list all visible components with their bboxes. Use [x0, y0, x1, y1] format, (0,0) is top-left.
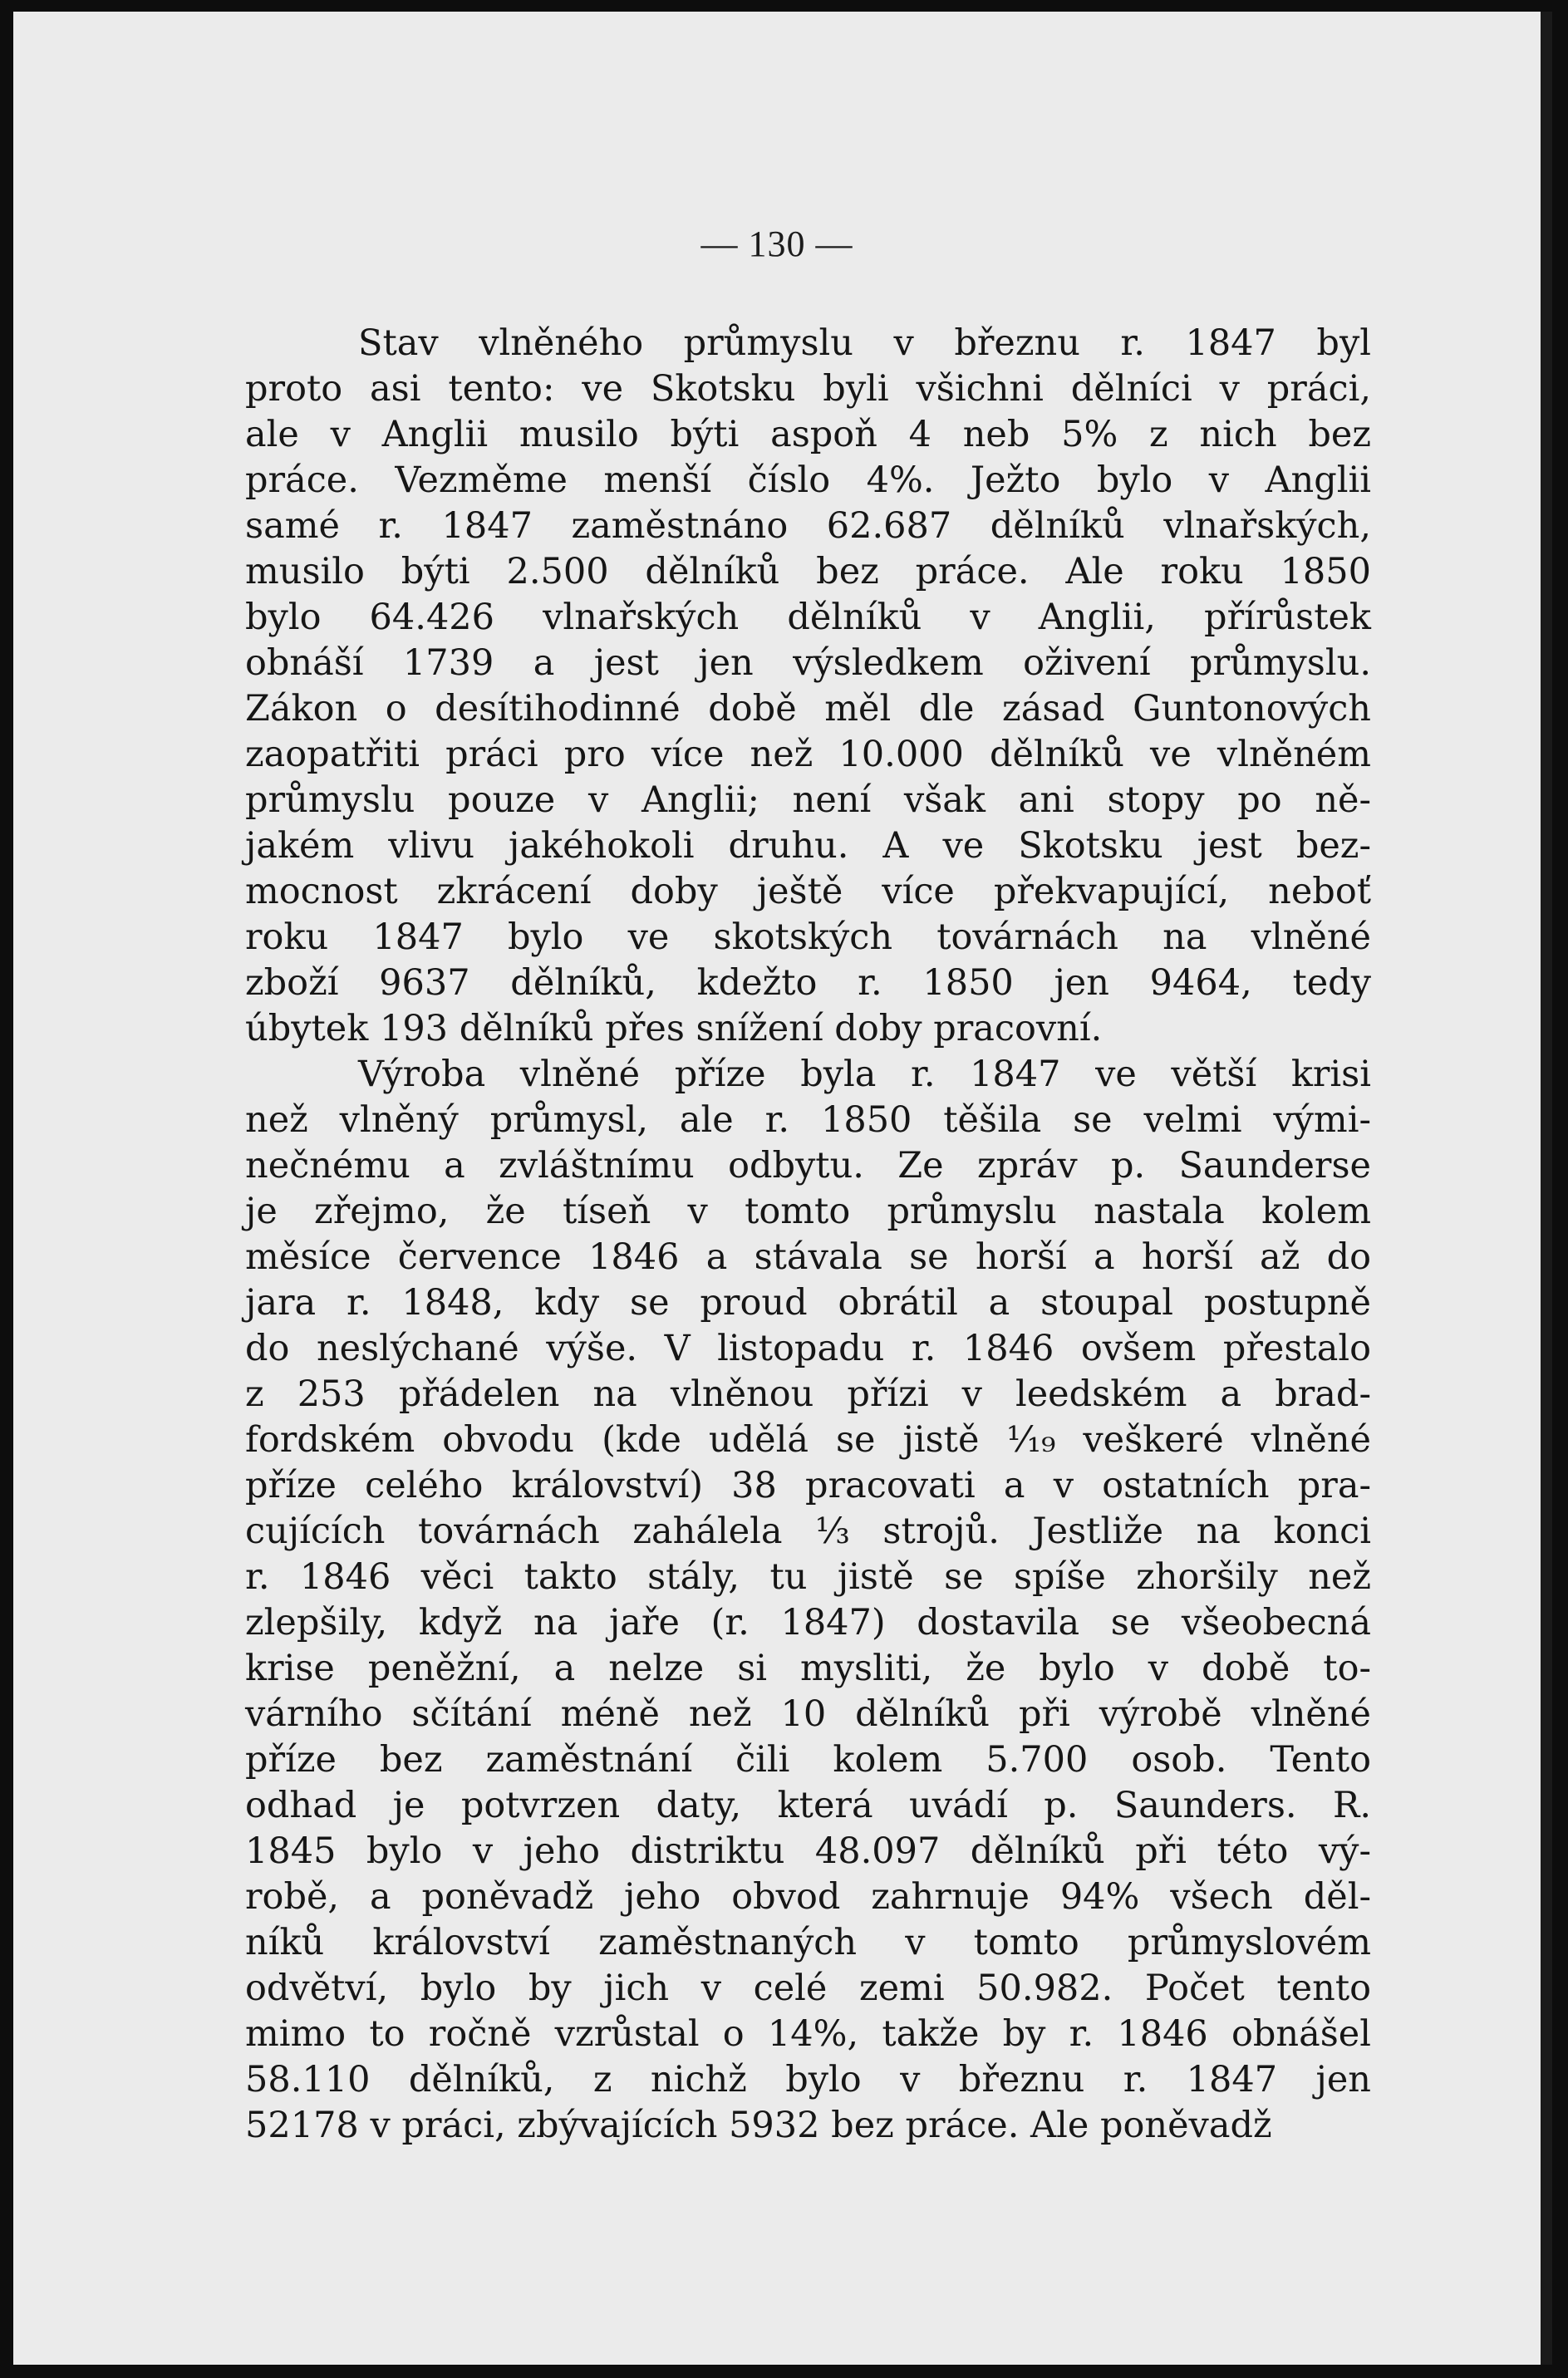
text-line: 52178 v práci, zbývajících 5932 bez práce. Ale poněvadž: [245, 2105, 1272, 2146]
text-line: cujících továrnách zahálela ⅓ strojů. Jestliže na konci: [245, 1511, 1371, 1552]
text-line: musilo býti 2.500 dělníků bez práce. Ale roku 1850: [245, 551, 1371, 592]
text-line: zaopatřiti práci pro více než 10.000 dělníků ve vlněném: [245, 734, 1371, 775]
body-text: [245, 321, 1371, 2149]
text-line: roku 1847 bylo ve skotských továrnách na vlněné: [245, 916, 1371, 958]
text-line: jakém vlivu jakéhokoli druhu. A ve Skotsku jest bez-: [245, 825, 1371, 867]
text-line: 1845 bylo v jeho distriktu 48.097 dělníků při této vý-: [245, 1830, 1371, 1872]
page-number: — 130 —: [700, 224, 853, 264]
text-line: než vlněný průmysl, ale r. 1850 těšila se velmi vými-: [245, 1099, 1371, 1141]
text-line: várního sčítání méně než 10 dělníků při výrobě vlněné: [245, 1693, 1371, 1735]
text-line: odhad je potvrzen daty, která uvádí p. Saunders. R.: [245, 1785, 1371, 1826]
text-line: měsíce července 1846 a stávala se horší a horší až do: [245, 1236, 1371, 1278]
text-line: zboží 9637 dělníků, kdežto r. 1850 jen 9464, tedy: [245, 962, 1371, 1004]
text-line: níků království zaměstnaných v tomto průmyslovém: [245, 1922, 1371, 1963]
text-line: proto asi tento: ve Skotsku byli všichni dělníci v práci,: [245, 368, 1371, 410]
text-line: 58.110 dělníků, z nichž bylo v březnu r. 1847 jen: [245, 2059, 1371, 2100]
text-line: příze bez zaměstnání čili kolem 5.700 osob. Tento: [245, 1739, 1371, 1781]
text-line: Zákon o desítihodinné době měl dle zásad Guntonových: [245, 688, 1371, 730]
text-line: obnáší 1739 a jest jen výsledkem oživení průmyslu.: [245, 642, 1371, 684]
text-line: ale v Anglii musilo býti aspoň 4 neb 5% z nich bez: [245, 414, 1371, 455]
text-line: Stav vlněného průmyslu v březnu r. 1847 byl: [358, 322, 1371, 364]
book-page: [13, 12, 1552, 2365]
text-line: práce. Vezměme menší číslo 4%. Ježto bylo v Anglii: [245, 459, 1371, 501]
text-line: bylo 64.426 vlnařských dělníků v Anglii, přírůstek: [245, 597, 1371, 638]
text-line: samé r. 1847 zaměstnáno 62.687 dělníků vlnařských,: [245, 505, 1371, 547]
text-line: krise peněžní, a nelze si mysliti, že bylo v době to-: [245, 1648, 1371, 1689]
text-line: fordském obvodu (kde udělá se jistě ⅟₁₉ veškeré vlněné: [245, 1419, 1371, 1461]
text-line: jara r. 1848, kdy se proud obrátil a stoupal postupně: [245, 1282, 1371, 1324]
paragraph-1: [245, 321, 1371, 1052]
text-line: průmyslu pouze v Anglii; není však ani stopy po ně-: [245, 779, 1371, 821]
text-line: mocnost zkrácení doby ještě více překvapující, neboť: [245, 871, 1371, 912]
text-line: odvětví, bylo by jich v celé zemi 50.982. Počet tento: [245, 1968, 1371, 2009]
text-line: nečnému a zvláštnímu odbytu. Ze zpráv p. Saunderse: [245, 1145, 1371, 1187]
text-line: robě, a poněvadž jeho obvod zahrnuje 94% všech děl-: [245, 1876, 1371, 1918]
text-line: je zřejmo, že tíseň v tomto průmyslu nastala kolem: [245, 1191, 1371, 1232]
text-line: úbytek 193 dělníků přes snížení doby pracovní.: [245, 1008, 1103, 1049]
text-line: mimo to ročně vzrůstal o 14%, takže by r. 1846 obnášel: [245, 2013, 1371, 2055]
text-line: zlepšily, když na jaře (r. 1847) dostavila se všeobecná: [245, 1602, 1371, 1643]
text-line: příze celého království) 38 pracovati a v ostatních pra-: [245, 1465, 1371, 1506]
text-line: z 253 přádelen na vlněnou přízi v leedském a brad-: [245, 1373, 1371, 1415]
text-line: Výroba vlněné příze byla r. 1847 ve větší krisi: [358, 1054, 1371, 1095]
text-line: do neslýchané výše. V listopadu r. 1846 ovšem přestalo: [245, 1328, 1371, 1369]
paragraph-2: [245, 1052, 1371, 2149]
text-line: r. 1846 věci takto stály, tu jistě se spíše zhoršily než: [245, 1556, 1371, 1598]
